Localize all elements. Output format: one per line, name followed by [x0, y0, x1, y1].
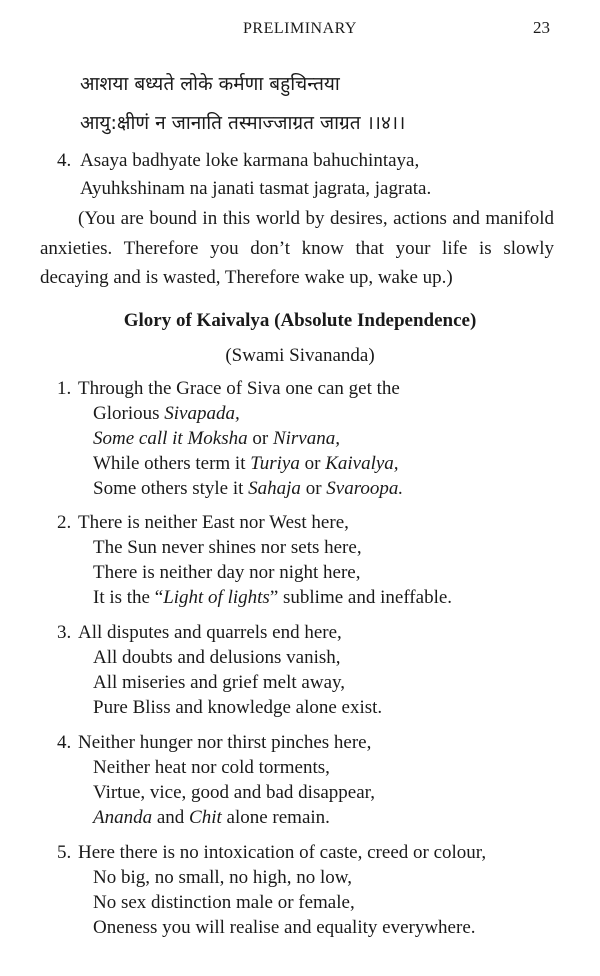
stanza-line — [93, 587, 452, 609]
translation-paragraph: (You are bound in this world by desires, actions and manifold anxieties. Therefore you don’t know that your life is slowly decaying and is wasted, Therefore wake up, wake up.) — [40, 208, 554, 288]
section-title: Glory of Kaivalya (Absolute Independence) — [123, 310, 477, 331]
stanza-line: There is neither East nor West here, — [78, 512, 349, 533]
text-run-italic: Svaroopa. — [326, 478, 404, 499]
text-run-italic: Turiya — [250, 453, 300, 474]
transliteration-line-2: Ayuhkshinam na janati tasmat jagrata, jagrata. — [80, 178, 432, 199]
text-run-italic: Chit — [189, 807, 222, 828]
text-run: Some others style it — [93, 478, 249, 499]
text-run: While others term it — [93, 453, 251, 474]
stanza-line: All doubts and delusions vanish, — [93, 647, 341, 668]
page-number: 23 — [533, 18, 550, 37]
stanza-line — [93, 453, 399, 475]
sanskrit-line-1: आशया बध्यते लोके कर्मणा बहुचिन्तया — [80, 73, 340, 95]
stanza-line: Oneness you will realise and equality everywhere. — [93, 917, 476, 938]
verse-number: 4. — [57, 150, 72, 171]
stanza-line: The Sun never shines nor sets here, — [93, 537, 362, 558]
text-run-italic: Nirvana, — [272, 428, 340, 449]
text-run-italic: Light of lights — [163, 587, 270, 608]
stanza-line: All disputes and quarrels end here, — [78, 622, 342, 643]
stanza-line: Virtue, vice, good and bad disappear, — [93, 782, 375, 803]
stanza-line: There is neither day nor night here, — [93, 562, 361, 583]
section-attribution: (Swami Sivananda) — [225, 345, 375, 366]
text-run: It is the “ — [93, 587, 164, 608]
sanskrit-line-2: आयु:क्षीणं न जानाति तस्माज्जाग्रत जाग्रत ।।४।। — [80, 112, 406, 134]
text-run-italic: Sahaja — [248, 478, 301, 499]
stanza-line: Through the Grace of Siva one can get the — [78, 378, 400, 399]
text-run-italic: Ananda — [93, 807, 153, 828]
stanza-line: No big, no small, no high, no low, — [93, 867, 352, 888]
stanza-line: Pure Bliss and knowledge alone exist. — [93, 697, 383, 718]
stanza-line: All miseries and grief melt away, — [93, 672, 346, 693]
text-run: Glorious — [93, 403, 165, 424]
text-run: or — [247, 428, 273, 449]
stanza-number: 3. — [57, 622, 72, 643]
stanza-line: Neither heat nor cold torments, — [93, 757, 330, 778]
stanza-line — [93, 478, 403, 500]
text-run: alone remain. — [221, 807, 330, 828]
text-run: ” sublime and ineffable. — [269, 587, 453, 608]
transliteration-line-1: Asaya badhyate loke karmana bahuchintaya, — [80, 150, 420, 171]
text-run: or — [299, 453, 326, 474]
running-head: PRELIMINARY — [243, 20, 357, 37]
stanza-number: 4. — [57, 732, 72, 753]
text-run: and — [152, 807, 190, 828]
stanza-number: 2. — [57, 512, 72, 533]
stanza-line — [93, 807, 330, 829]
stanza-line — [93, 403, 240, 425]
text-run-italic: Kaivalya, — [325, 453, 399, 474]
stanza-number: 5. — [57, 842, 72, 863]
page-header — [0, 18, 600, 42]
stanza-line — [93, 428, 340, 450]
stanza-line: Neither hunger nor thirst pinches here, — [78, 732, 372, 753]
stanza-number: 1. — [57, 378, 72, 399]
stanza-line: No sex distinction male or female, — [93, 892, 355, 913]
text-run: or — [300, 478, 327, 499]
stanza-line: Here there is no intoxication of caste, creed or colour, — [78, 842, 487, 863]
text-run-italic: Some call it Moksha — [93, 428, 248, 449]
text-run-italic: Sivapada, — [164, 403, 240, 424]
